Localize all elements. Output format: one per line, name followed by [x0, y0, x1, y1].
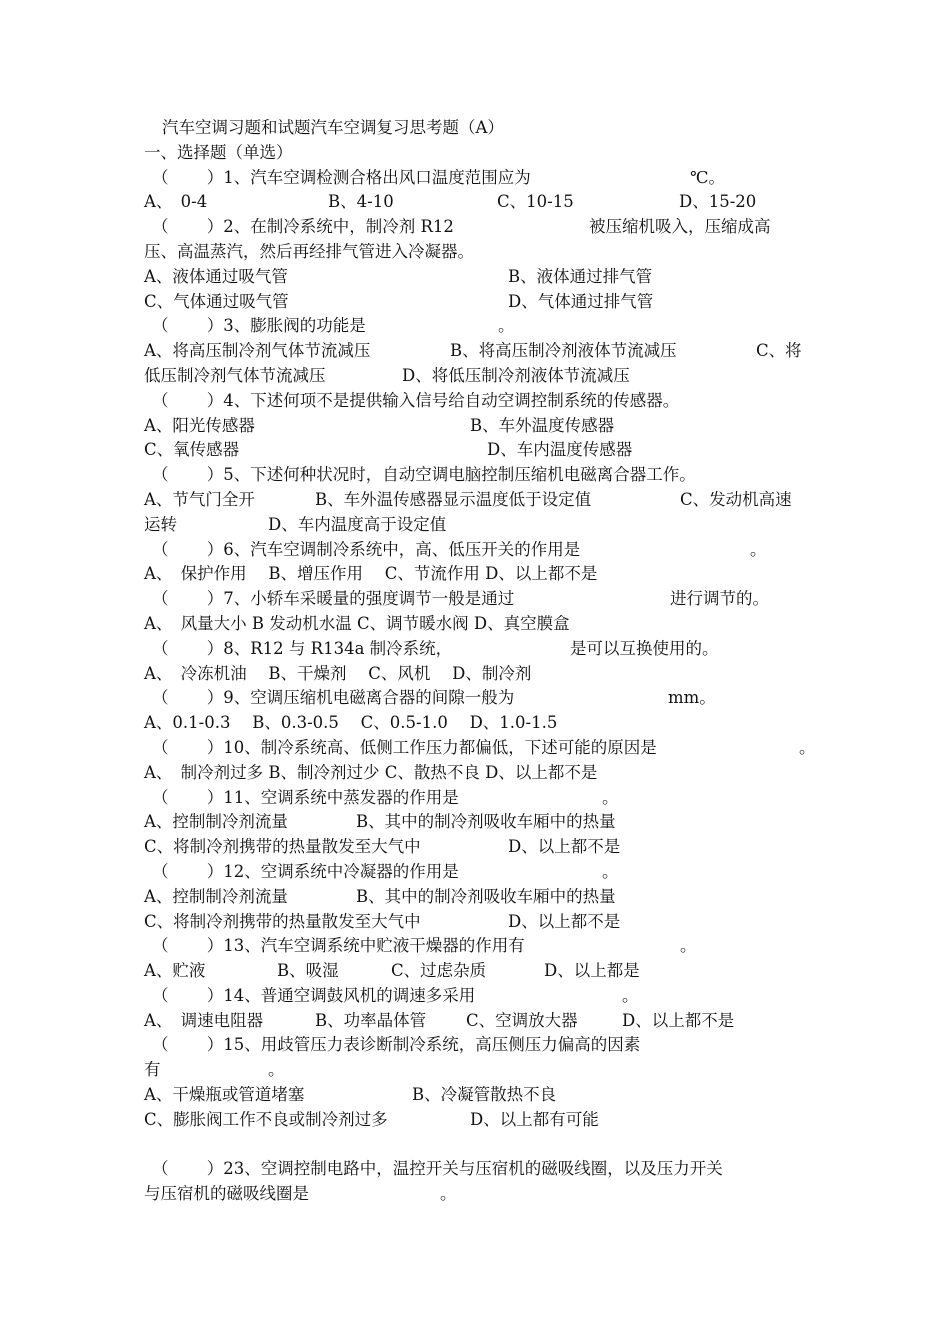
question-8-options: A、 冷冻机油 B、干燥剂 C、风机 D、制冷剂 — [144, 663, 532, 683]
question-11-options-cd: C、将制冷剂携带的热量散发至大气中 D、以上都不是 — [144, 837, 621, 857]
question-11: （ ）11、空调系统中蒸发器的作用是 。 — [152, 787, 619, 807]
question-1-options: A、 0-4 B、4-10 C、10-15 D、15-20 — [144, 192, 757, 212]
question-4-options-ab: A、阳光传感器 B、车外温度传感器 — [144, 415, 615, 435]
question-9: （ ）9、空调压缩机电磁离合器的间隙一般为 mm。 — [152, 688, 716, 708]
question-15-options-cd: C、膨胀阀工作不良或制冷剂过多 D、以上都有可能 — [144, 1109, 599, 1129]
question-14: （ ）14、普通空调鼓风机的调速多采用 。 — [152, 985, 639, 1005]
question-1: （ ）1、汽车空调检测合格出风口温度范围应为 ℃。 — [152, 167, 725, 187]
question-2-options-cd: C、气体通过吸气管 D、气体通过排气管 — [144, 291, 654, 311]
question-3-options-2: 低压制冷剂气体节流减压 D、将低压制冷剂液体节流减压 — [144, 365, 630, 385]
question-14-options: A、 调速电阻器 B、功率晶体管 C、空调放大器 D、以上都不是 — [144, 1010, 735, 1030]
question-23-stem-cont: 与压宿机的磁吸线圈是 。 — [144, 1184, 457, 1204]
question-3-options-1: A、将高压制冷剂气体节流减压 B、将高压制冷剂液体节流减压 C、将 — [144, 341, 802, 361]
blank-line — [144, 1133, 824, 1158]
question-6: （ ）6、汽车空调制冷系统中，高、低压开关的作用是 。 — [152, 539, 767, 559]
question-7: （ ）7、小轿车采暖量的强度调节一般是通过 进行调节的。 — [152, 589, 769, 609]
question-9-options: A、0.1-0.3 B、0.3-0.5 C、0.5-1.0 D、1.0-1.5 — [144, 713, 558, 733]
question-12-options-cd: C、将制冷剂携带的热量散发至大气中 D、以上都不是 — [144, 911, 621, 931]
question-11-options-ab: A、控制制冷剂流量 B、其中的制冷剂吸收车厢中的热量 — [144, 812, 616, 832]
question-5: （ ）5、下述何种状况时，自动空调电脑控制压缩机电磁离合器工作。 — [152, 465, 696, 485]
question-23: （ ）23、空调控制电路中，温控开关与压宿机的磁吸线圈，以及压力开关 — [152, 1159, 723, 1179]
section-heading: 一、选择题（单选） — [144, 142, 293, 162]
question-2-options-ab: A、液体通过吸气管 B、液体通过排气管 — [144, 266, 653, 286]
question-5-options-1: A、节气门全开 B、车外温传感器显示温度低于设定值 C、发动机高速 — [144, 489, 792, 509]
question-15-options-ab: A、干燥瓶或管道堵塞 B、冷凝管散热不良 — [144, 1085, 557, 1105]
question-13: （ ）13、汽车空调系统中贮液干燥器的作用有 。 — [152, 936, 697, 956]
question-2: （ ）2、在制冷系统中，制冷剂 R12 被压缩机吸入，压缩成高 — [152, 217, 771, 237]
question-7-options: A、 风量大小 B 发动机水温 C、调节暖水阀 D、真空膜盒 — [144, 613, 570, 633]
question-13-options: A、贮液 B、吸湿 C、过虑杂质 D、以上都是 — [144, 961, 640, 981]
question-15-stem-cont: 有 。 — [144, 1060, 285, 1080]
question-4-options-cd: C、氧传感器 D、车内温度传感器 — [144, 440, 633, 460]
question-10: （ ）10、制冷系统高、低侧工作压力都偏低，下述可能的原因是 。 — [152, 737, 816, 757]
question-4: （ ）4、下述何项不是提供输入信号给自动空调控制系统的传感器。 — [152, 390, 680, 410]
question-15: （ ）15、用歧管压力表诊断制冷系统，高压侧压力偏高的因素 — [152, 1035, 641, 1055]
question-3: （ ）3、膨胀阀的功能是 。 — [152, 316, 515, 336]
question-12: （ ）12、空调系统中冷凝器的作用是 。 — [152, 861, 619, 881]
question-6-options: A、 保护作用 B、增压作用 C、节流作用 D、以上都不是 — [144, 564, 598, 584]
question-12-options-ab: A、控制制冷剂流量 B、其中的制冷剂吸收车厢中的热量 — [144, 886, 616, 906]
question-2-stem-cont: 压、高温蒸汽，然后再经排气管进入冷凝器。 — [144, 241, 474, 261]
doc-title: 汽车空调习题和试题汽车空调复习思考题（A） — [162, 118, 504, 137]
question-5-options-2: 运转 D、车内温度高于设定值 — [144, 514, 447, 534]
question-10-options: A、 制冷剂过多 B、制冷剂过少 C、散热不良 D、以上都不是 — [144, 762, 598, 782]
document-page — [144, 116, 824, 1207]
question-8: （ ）8、R12 与 R134a 制冷系统， 是可以互换使用的。 — [152, 638, 719, 658]
